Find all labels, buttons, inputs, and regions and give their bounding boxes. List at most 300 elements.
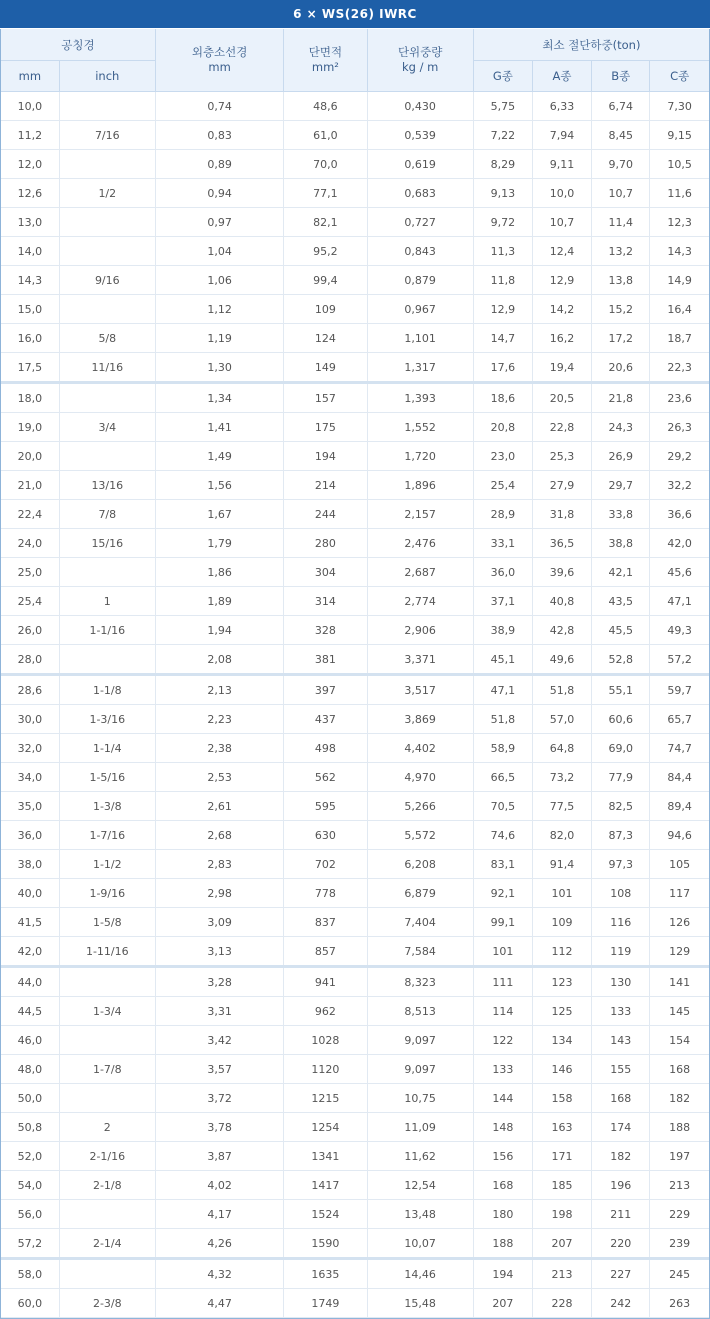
cell-grade-b: 196 bbox=[592, 1171, 650, 1200]
cell-area: 328 bbox=[284, 616, 367, 645]
cell-inch: 1-9/16 bbox=[59, 879, 155, 908]
cell-inch: 3/4 bbox=[59, 413, 155, 442]
cell-weight: 4,402 bbox=[367, 734, 473, 763]
cell-mm: 15,0 bbox=[1, 295, 59, 324]
cell-grade-a: 40,8 bbox=[532, 587, 591, 616]
cell-grade-c: 94,6 bbox=[650, 821, 709, 850]
cell-mm: 14,3 bbox=[1, 266, 59, 295]
cell-area: 304 bbox=[284, 558, 367, 587]
header-nominal: 공칭경 bbox=[1, 29, 155, 61]
table-row bbox=[1, 150, 709, 179]
cell-wire-diameter: 1,56 bbox=[155, 471, 283, 500]
cell-inch bbox=[59, 645, 155, 675]
cell-grade-c: 29,2 bbox=[650, 442, 709, 471]
table-row bbox=[1, 266, 709, 295]
cell-wire-diameter: 4,32 bbox=[155, 1259, 283, 1289]
wire-rope-spec-table bbox=[1, 29, 709, 1318]
cell-inch bbox=[59, 1026, 155, 1055]
cell-grade-a: 10,0 bbox=[532, 179, 591, 208]
cell-grade-b: 87,3 bbox=[592, 821, 650, 850]
cell-grade-a: 7,94 bbox=[532, 121, 591, 150]
cell-weight: 11,62 bbox=[367, 1142, 473, 1171]
cell-grade-a: 36,5 bbox=[532, 529, 591, 558]
table-row bbox=[1, 763, 709, 792]
cell-grade-c: 22,3 bbox=[650, 353, 709, 383]
cell-area: 109 bbox=[284, 295, 367, 324]
header-weight bbox=[367, 29, 473, 92]
cell-area: 48,6 bbox=[284, 92, 367, 121]
cell-grade-g: 133 bbox=[473, 1055, 532, 1084]
cell-area: 280 bbox=[284, 529, 367, 558]
cell-area: 61,0 bbox=[284, 121, 367, 150]
cell-grade-g: 144 bbox=[473, 1084, 532, 1113]
table-row bbox=[1, 879, 709, 908]
cell-inch bbox=[59, 237, 155, 266]
cell-weight: 6,879 bbox=[367, 879, 473, 908]
header-area-unit: mm² bbox=[311, 60, 339, 74]
cell-mm: 11,2 bbox=[1, 121, 59, 150]
cell-grade-b: 174 bbox=[592, 1113, 650, 1142]
cell-mm: 16,0 bbox=[1, 324, 59, 353]
cell-wire-diameter: 3,78 bbox=[155, 1113, 283, 1142]
cell-weight: 1,720 bbox=[367, 442, 473, 471]
cell-grade-c: 74,7 bbox=[650, 734, 709, 763]
cell-grade-g: 51,8 bbox=[473, 705, 532, 734]
cell-grade-a: 16,2 bbox=[532, 324, 591, 353]
cell-mm: 17,5 bbox=[1, 353, 59, 383]
cell-grade-b: 155 bbox=[592, 1055, 650, 1084]
cell-grade-a: 146 bbox=[532, 1055, 591, 1084]
cell-wire-diameter: 3,09 bbox=[155, 908, 283, 937]
cell-grade-b: 130 bbox=[592, 967, 650, 997]
cell-grade-a: 42,8 bbox=[532, 616, 591, 645]
cell-wire-diameter: 2,08 bbox=[155, 645, 283, 675]
cell-grade-b: 13,2 bbox=[592, 237, 650, 266]
cell-grade-a: 39,6 bbox=[532, 558, 591, 587]
cell-grade-b: 45,5 bbox=[592, 616, 650, 645]
cell-weight: 10,07 bbox=[367, 1229, 473, 1259]
cell-grade-c: 23,6 bbox=[650, 383, 709, 413]
cell-weight: 0,539 bbox=[367, 121, 473, 150]
cell-weight: 5,266 bbox=[367, 792, 473, 821]
cell-inch bbox=[59, 967, 155, 997]
cell-mm: 20,0 bbox=[1, 442, 59, 471]
table-row bbox=[1, 529, 709, 558]
cell-grade-g: 36,0 bbox=[473, 558, 532, 587]
cell-weight: 1,393 bbox=[367, 383, 473, 413]
cell-grade-b: 42,1 bbox=[592, 558, 650, 587]
cell-mm: 30,0 bbox=[1, 705, 59, 734]
cell-wire-diameter: 0,94 bbox=[155, 179, 283, 208]
table-row bbox=[1, 1113, 709, 1142]
cell-inch bbox=[59, 442, 155, 471]
cell-weight: 12,54 bbox=[367, 1171, 473, 1200]
cell-grade-c: 129 bbox=[650, 937, 709, 967]
cell-grade-a: 51,8 bbox=[532, 675, 591, 705]
cell-weight: 7,404 bbox=[367, 908, 473, 937]
table-row bbox=[1, 179, 709, 208]
table-row bbox=[1, 1200, 709, 1229]
cell-grade-b: 55,1 bbox=[592, 675, 650, 705]
cell-weight: 0,843 bbox=[367, 237, 473, 266]
cell-grade-g: 156 bbox=[473, 1142, 532, 1171]
cell-inch: 1-5/8 bbox=[59, 908, 155, 937]
cell-grade-c: 126 bbox=[650, 908, 709, 937]
cell-grade-b: 52,8 bbox=[592, 645, 650, 675]
cell-grade-c: 32,2 bbox=[650, 471, 709, 500]
cell-grade-b: 116 bbox=[592, 908, 650, 937]
cell-inch bbox=[59, 1259, 155, 1289]
cell-grade-b: 43,5 bbox=[592, 587, 650, 616]
cell-area: 244 bbox=[284, 500, 367, 529]
cell-wire-diameter: 2,61 bbox=[155, 792, 283, 821]
cell-area: 1120 bbox=[284, 1055, 367, 1084]
cell-inch: 2-1/8 bbox=[59, 1171, 155, 1200]
cell-weight: 14,46 bbox=[367, 1259, 473, 1289]
cell-wire-diameter: 1,79 bbox=[155, 529, 283, 558]
cell-mm: 56,0 bbox=[1, 1200, 59, 1229]
cell-inch: 7/16 bbox=[59, 121, 155, 150]
cell-inch: 1/2 bbox=[59, 179, 155, 208]
header-grade-a: A종 bbox=[532, 61, 591, 92]
cell-grade-a: 101 bbox=[532, 879, 591, 908]
cell-weight: 1,552 bbox=[367, 413, 473, 442]
table-row bbox=[1, 645, 709, 675]
cell-wire-diameter: 0,83 bbox=[155, 121, 283, 150]
cell-grade-b: 242 bbox=[592, 1289, 650, 1318]
cell-inch: 1-3/4 bbox=[59, 997, 155, 1026]
cell-mm: 32,0 bbox=[1, 734, 59, 763]
cell-weight: 10,75 bbox=[367, 1084, 473, 1113]
table-row bbox=[1, 850, 709, 879]
cell-grade-b: 33,8 bbox=[592, 500, 650, 529]
cell-area: 857 bbox=[284, 937, 367, 967]
cell-mm: 21,0 bbox=[1, 471, 59, 500]
cell-inch: 1-1/8 bbox=[59, 675, 155, 705]
cell-mm: 48,0 bbox=[1, 1055, 59, 1084]
header-breaking-load: 최소 절단하중(ton) bbox=[473, 29, 709, 61]
table-row bbox=[1, 821, 709, 850]
cell-grade-a: 171 bbox=[532, 1142, 591, 1171]
cell-area: 962 bbox=[284, 997, 367, 1026]
cell-inch bbox=[59, 1200, 155, 1229]
cell-area: 99,4 bbox=[284, 266, 367, 295]
cell-grade-g: 207 bbox=[473, 1289, 532, 1318]
cell-grade-a: 163 bbox=[532, 1113, 591, 1142]
table-row bbox=[1, 121, 709, 150]
cell-grade-g: 74,6 bbox=[473, 821, 532, 850]
cell-wire-diameter: 1,86 bbox=[155, 558, 283, 587]
cell-grade-b: 143 bbox=[592, 1026, 650, 1055]
cell-grade-c: 14,3 bbox=[650, 237, 709, 266]
cell-grade-g: 33,1 bbox=[473, 529, 532, 558]
cell-grade-c: 36,6 bbox=[650, 500, 709, 529]
cell-wire-diameter: 1,41 bbox=[155, 413, 283, 442]
cell-grade-g: 66,5 bbox=[473, 763, 532, 792]
cell-grade-b: 168 bbox=[592, 1084, 650, 1113]
table-row bbox=[1, 353, 709, 383]
cell-grade-g: 9,72 bbox=[473, 208, 532, 237]
cell-grade-b: 6,74 bbox=[592, 92, 650, 121]
header-mm: mm bbox=[1, 61, 59, 92]
cell-grade-a: 6,33 bbox=[532, 92, 591, 121]
cell-area: 70,0 bbox=[284, 150, 367, 179]
cell-grade-g: 194 bbox=[473, 1259, 532, 1289]
cell-inch: 1 bbox=[59, 587, 155, 616]
cell-area: 941 bbox=[284, 967, 367, 997]
cell-wire-diameter: 1,04 bbox=[155, 237, 283, 266]
header-wire-diameter bbox=[155, 29, 283, 92]
cell-grade-b: 227 bbox=[592, 1259, 650, 1289]
cell-area: 1028 bbox=[284, 1026, 367, 1055]
cell-inch bbox=[59, 92, 155, 121]
cell-grade-c: 12,3 bbox=[650, 208, 709, 237]
cell-weight: 3,869 bbox=[367, 705, 473, 734]
header-grade-c: C종 bbox=[650, 61, 709, 92]
cell-grade-c: 89,4 bbox=[650, 792, 709, 821]
cell-grade-b: 82,5 bbox=[592, 792, 650, 821]
cell-weight: 3,371 bbox=[367, 645, 473, 675]
cell-grade-c: 141 bbox=[650, 967, 709, 997]
cell-mm: 60,0 bbox=[1, 1289, 59, 1318]
cell-grade-c: 239 bbox=[650, 1229, 709, 1259]
cell-grade-g: 11,8 bbox=[473, 266, 532, 295]
cell-wire-diameter: 3,31 bbox=[155, 997, 283, 1026]
table-row bbox=[1, 792, 709, 821]
cell-area: 702 bbox=[284, 850, 367, 879]
cell-wire-diameter: 0,89 bbox=[155, 150, 283, 179]
cell-grade-g: 45,1 bbox=[473, 645, 532, 675]
cell-grade-c: 57,2 bbox=[650, 645, 709, 675]
cell-grade-b: 133 bbox=[592, 997, 650, 1026]
cell-grade-c: 84,4 bbox=[650, 763, 709, 792]
cell-grade-a: 123 bbox=[532, 967, 591, 997]
cell-grade-b: 60,6 bbox=[592, 705, 650, 734]
cell-grade-g: 122 bbox=[473, 1026, 532, 1055]
cell-area: 1635 bbox=[284, 1259, 367, 1289]
cell-grade-g: 83,1 bbox=[473, 850, 532, 879]
cell-grade-b: 211 bbox=[592, 1200, 650, 1229]
cell-grade-a: 20,5 bbox=[532, 383, 591, 413]
cell-mm: 38,0 bbox=[1, 850, 59, 879]
cell-grade-b: 20,6 bbox=[592, 353, 650, 383]
cell-wire-diameter: 3,72 bbox=[155, 1084, 283, 1113]
cell-mm: 19,0 bbox=[1, 413, 59, 442]
cell-mm: 52,0 bbox=[1, 1142, 59, 1171]
cell-area: 194 bbox=[284, 442, 367, 471]
table-row bbox=[1, 442, 709, 471]
cell-grade-g: 14,7 bbox=[473, 324, 532, 353]
cell-wire-diameter: 4,47 bbox=[155, 1289, 283, 1318]
table-row bbox=[1, 1055, 709, 1084]
cell-grade-a: 207 bbox=[532, 1229, 591, 1259]
cell-grade-g: 58,9 bbox=[473, 734, 532, 763]
cell-area: 1524 bbox=[284, 1200, 367, 1229]
cell-grade-g: 28,9 bbox=[473, 500, 532, 529]
cell-weight: 1,101 bbox=[367, 324, 473, 353]
cell-mm: 24,0 bbox=[1, 529, 59, 558]
cell-grade-b: 13,8 bbox=[592, 266, 650, 295]
table-header bbox=[1, 29, 709, 92]
cell-weight: 2,774 bbox=[367, 587, 473, 616]
cell-weight: 8,513 bbox=[367, 997, 473, 1026]
cell-grade-a: 158 bbox=[532, 1084, 591, 1113]
cell-grade-a: 185 bbox=[532, 1171, 591, 1200]
cell-mm: 22,4 bbox=[1, 500, 59, 529]
cell-grade-c: 65,7 bbox=[650, 705, 709, 734]
cell-wire-diameter: 4,17 bbox=[155, 1200, 283, 1229]
cell-area: 95,2 bbox=[284, 237, 367, 266]
cell-mm: 54,0 bbox=[1, 1171, 59, 1200]
cell-mm: 28,0 bbox=[1, 645, 59, 675]
cell-mm: 14,0 bbox=[1, 237, 59, 266]
cell-grade-a: 125 bbox=[532, 997, 591, 1026]
cell-mm: 10,0 bbox=[1, 92, 59, 121]
table-row bbox=[1, 1259, 709, 1289]
header-area bbox=[284, 29, 367, 92]
cell-mm: 57,2 bbox=[1, 1229, 59, 1259]
table-row bbox=[1, 383, 709, 413]
cell-area: 1341 bbox=[284, 1142, 367, 1171]
cell-wire-diameter: 1,67 bbox=[155, 500, 283, 529]
cell-inch: 13/16 bbox=[59, 471, 155, 500]
cell-wire-diameter: 4,02 bbox=[155, 1171, 283, 1200]
cell-grade-c: 59,7 bbox=[650, 675, 709, 705]
table-row bbox=[1, 1084, 709, 1113]
cell-grade-b: 97,3 bbox=[592, 850, 650, 879]
cell-area: 437 bbox=[284, 705, 367, 734]
cell-wire-diameter: 2,83 bbox=[155, 850, 283, 879]
cell-grade-g: 7,22 bbox=[473, 121, 532, 150]
cell-grade-a: 109 bbox=[532, 908, 591, 937]
cell-grade-c: 11,6 bbox=[650, 179, 709, 208]
cell-wire-diameter: 1,34 bbox=[155, 383, 283, 413]
cell-grade-c: 145 bbox=[650, 997, 709, 1026]
cell-weight: 15,48 bbox=[367, 1289, 473, 1318]
table-row bbox=[1, 1142, 709, 1171]
cell-grade-c: 42,0 bbox=[650, 529, 709, 558]
header-weight-label: 단위중량 bbox=[397, 45, 443, 59]
cell-grade-b: 21,8 bbox=[592, 383, 650, 413]
cell-grade-c: 105 bbox=[650, 850, 709, 879]
cell-mm: 40,0 bbox=[1, 879, 59, 908]
table-row bbox=[1, 587, 709, 616]
cell-grade-a: 9,11 bbox=[532, 150, 591, 179]
cell-inch bbox=[59, 208, 155, 237]
cell-mm: 34,0 bbox=[1, 763, 59, 792]
cell-grade-c: 182 bbox=[650, 1084, 709, 1113]
cell-area: 214 bbox=[284, 471, 367, 500]
cell-grade-c: 26,3 bbox=[650, 413, 709, 442]
cell-wire-diameter: 2,68 bbox=[155, 821, 283, 850]
cell-grade-g: 70,5 bbox=[473, 792, 532, 821]
cell-wire-diameter: 0,74 bbox=[155, 92, 283, 121]
cell-weight: 13,48 bbox=[367, 1200, 473, 1229]
cell-grade-c: 154 bbox=[650, 1026, 709, 1055]
cell-grade-a: 10,7 bbox=[532, 208, 591, 237]
cell-grade-g: 38,9 bbox=[473, 616, 532, 645]
cell-weight: 9,097 bbox=[367, 1055, 473, 1084]
cell-wire-diameter: 1,19 bbox=[155, 324, 283, 353]
spec-table-container bbox=[0, 29, 710, 1319]
table-row bbox=[1, 1229, 709, 1259]
cell-grade-c: 9,15 bbox=[650, 121, 709, 150]
table-row bbox=[1, 208, 709, 237]
cell-grade-a: 49,6 bbox=[532, 645, 591, 675]
cell-inch: 2 bbox=[59, 1113, 155, 1142]
table-row bbox=[1, 237, 709, 266]
cell-grade-c: 47,1 bbox=[650, 587, 709, 616]
cell-grade-b: 26,9 bbox=[592, 442, 650, 471]
table-row bbox=[1, 675, 709, 705]
cell-grade-c: 263 bbox=[650, 1289, 709, 1318]
cell-weight: 2,906 bbox=[367, 616, 473, 645]
cell-mm: 35,0 bbox=[1, 792, 59, 821]
table-row bbox=[1, 997, 709, 1026]
cell-area: 314 bbox=[284, 587, 367, 616]
cell-grade-b: 17,2 bbox=[592, 324, 650, 353]
header-weight-unit: kg / m bbox=[401, 60, 439, 74]
cell-grade-g: 25,4 bbox=[473, 471, 532, 500]
cell-grade-g: 9,13 bbox=[473, 179, 532, 208]
cell-weight: 9,097 bbox=[367, 1026, 473, 1055]
cell-grade-g: 18,6 bbox=[473, 383, 532, 413]
table-row bbox=[1, 616, 709, 645]
cell-inch bbox=[59, 150, 155, 179]
cell-grade-c: 197 bbox=[650, 1142, 709, 1171]
cell-grade-c: 213 bbox=[650, 1171, 709, 1200]
table-row bbox=[1, 1026, 709, 1055]
cell-grade-c: 229 bbox=[650, 1200, 709, 1229]
cell-wire-diameter: 4,26 bbox=[155, 1229, 283, 1259]
cell-grade-g: 101 bbox=[473, 937, 532, 967]
cell-grade-c: 168 bbox=[650, 1055, 709, 1084]
cell-weight: 0,727 bbox=[367, 208, 473, 237]
cell-wire-diameter: 3,57 bbox=[155, 1055, 283, 1084]
cell-grade-a: 22,8 bbox=[532, 413, 591, 442]
cell-grade-b: 108 bbox=[592, 879, 650, 908]
cell-wire-diameter: 3,13 bbox=[155, 937, 283, 967]
table-row bbox=[1, 500, 709, 529]
cell-mm: 26,0 bbox=[1, 616, 59, 645]
table-row bbox=[1, 413, 709, 442]
cell-area: 630 bbox=[284, 821, 367, 850]
cell-grade-c: 14,9 bbox=[650, 266, 709, 295]
cell-grade-c: 117 bbox=[650, 879, 709, 908]
cell-grade-a: 228 bbox=[532, 1289, 591, 1318]
cell-grade-g: 180 bbox=[473, 1200, 532, 1229]
cell-grade-c: 45,6 bbox=[650, 558, 709, 587]
cell-grade-c: 16,4 bbox=[650, 295, 709, 324]
cell-area: 397 bbox=[284, 675, 367, 705]
cell-area: 498 bbox=[284, 734, 367, 763]
cell-weight: 6,208 bbox=[367, 850, 473, 879]
cell-mm: 25,0 bbox=[1, 558, 59, 587]
cell-area: 1417 bbox=[284, 1171, 367, 1200]
cell-weight: 8,323 bbox=[367, 967, 473, 997]
cell-inch: 1-1/16 bbox=[59, 616, 155, 645]
cell-grade-b: 182 bbox=[592, 1142, 650, 1171]
cell-inch bbox=[59, 295, 155, 324]
cell-area: 157 bbox=[284, 383, 367, 413]
cell-wire-diameter: 1,94 bbox=[155, 616, 283, 645]
cell-grade-a: 12,9 bbox=[532, 266, 591, 295]
cell-mm: 44,0 bbox=[1, 967, 59, 997]
cell-grade-a: 57,0 bbox=[532, 705, 591, 734]
cell-inch: 1-1/4 bbox=[59, 734, 155, 763]
table-row bbox=[1, 471, 709, 500]
cell-area: 837 bbox=[284, 908, 367, 937]
